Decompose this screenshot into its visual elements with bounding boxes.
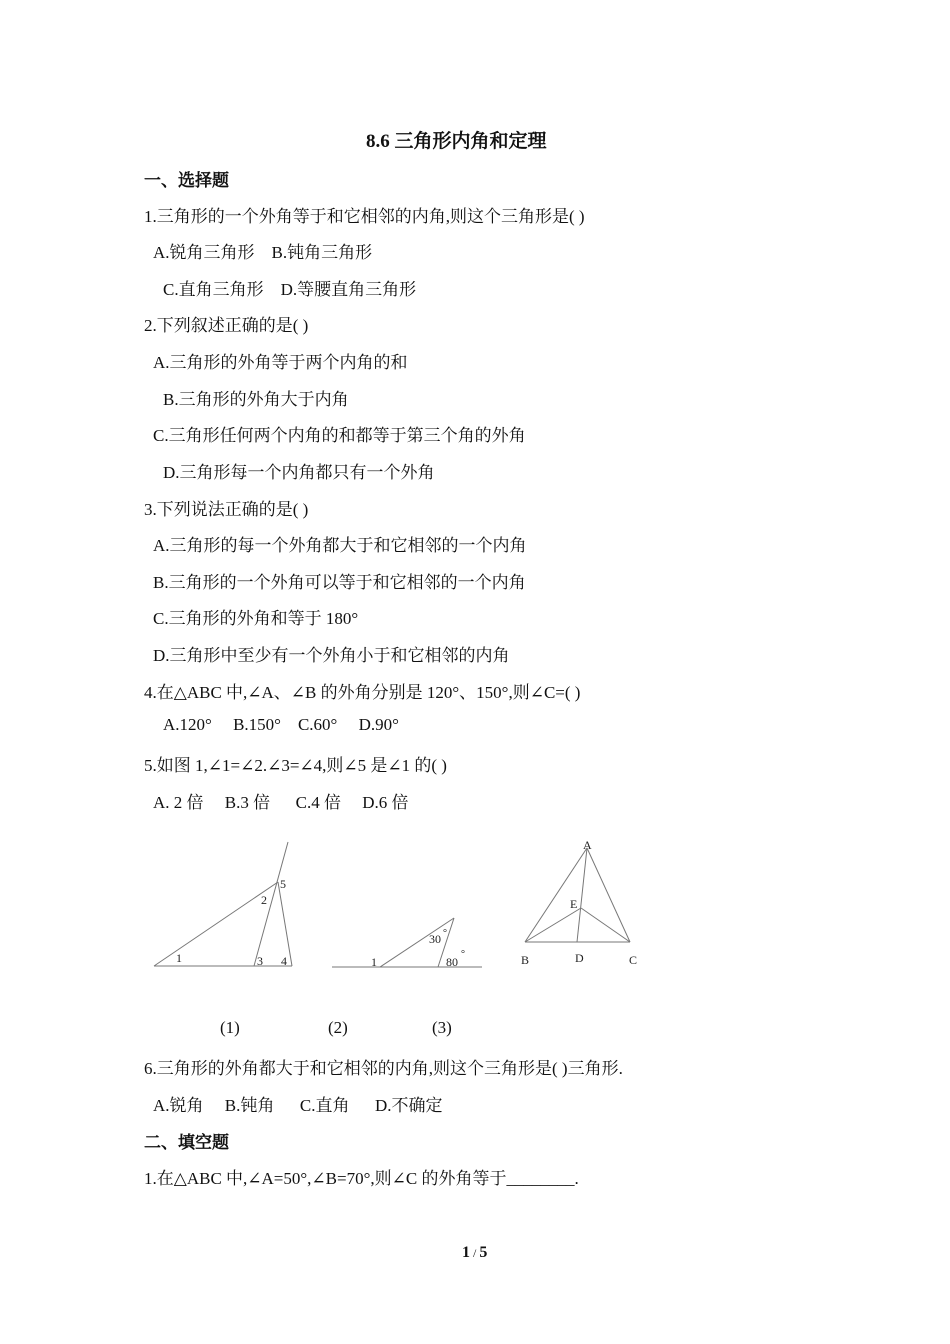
figure-2-left-side [380, 918, 454, 967]
question-1-options-row1: A.锐角三角形 B.钝角三角形 [153, 243, 373, 262]
question-3-option-a: A.三角形的每一个外角都大于和它相邻的一个内角 [153, 536, 527, 555]
figure-3-label-c: C [629, 953, 638, 967]
figure-3-label-a: A [583, 838, 592, 852]
question-3-option-d: D.三角形中至少有一个外角小于和它相邻的内角 [153, 646, 510, 665]
question-2-option-c: C.三角形任何两个内角的和都等于第三个角的外角 [153, 426, 526, 445]
figure-3-segment-be [525, 908, 581, 942]
question-3-option-c: C.三角形的外角和等于 180° [153, 609, 359, 628]
page-total: 5 [479, 1244, 488, 1261]
section-heading-choice: 一、选择题 [144, 171, 229, 190]
figure-2-label-80: 80 [446, 955, 458, 969]
fill-question-1: 1.在△ABC 中,∠A=50°,∠B=70°,则∠C 的外角等于________. [144, 1169, 579, 1188]
figure-3-segment-ad [577, 848, 587, 942]
page-title: 8.6 三角形内角和定理 [366, 131, 547, 152]
question-5-stem: 5.如图 1,∠1=∠2.∠3=∠4,则∠5 是∠1 的( ) [144, 756, 447, 775]
figure-3-label-d: D [575, 951, 584, 965]
question-2-stem: 2.下列叙述正确的是( ) [144, 316, 309, 335]
figure-2-caption: (2) [328, 1018, 348, 1037]
question-2-option-a: A.三角形的外角等于两个内角的和 [153, 353, 408, 372]
figure-1-cut-line [254, 842, 288, 966]
question-2-option-b: B.三角形的外角大于内角 [163, 390, 349, 409]
figure-1-label-1: 1 [176, 951, 182, 965]
question-6-stem: 6.三角形的外角都大于和它相邻的内角,则这个三角形是( )三角形. [144, 1059, 623, 1078]
figure-3-label-b: B [521, 953, 530, 967]
figure-3-caption: (3) [432, 1018, 452, 1037]
figure-1-label-2: 2 [261, 893, 267, 907]
figure-3-label-e: E [570, 897, 578, 911]
figure-2-degree-80: ° [461, 949, 465, 960]
page-footer [462, 1244, 487, 1262]
question-6-options: A.锐角 B.钝角 C.直角 D.不确定 [153, 1096, 443, 1115]
question-4-options: A.120° B.150° C.60° D.90° [163, 715, 399, 734]
figure-2-label-30: 30 [429, 932, 441, 946]
figure-3-side-ac [587, 848, 630, 942]
section-heading-fill: 二、填空题 [144, 1133, 229, 1152]
question-5-options: A. 2 倍 B.3 倍 C.4 倍 D.6 倍 [153, 793, 409, 812]
question-1-options-row2: C.直角三角形 D.等腰直角三角形 [163, 280, 417, 299]
figure-1-label-5: 5 [280, 877, 286, 891]
figure-2-degree-30: ° [443, 928, 447, 939]
question-4-stem: 4.在△ABC 中,∠A、∠B 的外角分别是 120°、150°,则∠C=( ) [144, 683, 581, 702]
figure-2-label-1: 1 [371, 955, 377, 969]
question-3-option-b: B.三角形的一个外角可以等于和它相邻的一个内角 [153, 573, 526, 592]
figure-1-caption: (1) [220, 1018, 240, 1037]
question-3-stem: 3.下列说法正确的是( ) [144, 500, 309, 519]
figure-3-side-ab [525, 848, 587, 942]
figure-2-diagram [328, 910, 488, 975]
figure-3-diagram [515, 832, 645, 972]
figure-1-label-3: 3 [257, 954, 263, 968]
page-number: 1 [462, 1244, 470, 1261]
question-1-stem: 1.三角形的一个外角等于和它相邻的内角,则这个三角形是( ) [144, 207, 585, 226]
figure-1-diagram [150, 840, 300, 975]
question-2-option-d: D.三角形每一个内角都只有一个外角 [163, 463, 435, 482]
page-separator: / [470, 1246, 480, 1260]
figure-1-label-4: 4 [281, 954, 287, 968]
